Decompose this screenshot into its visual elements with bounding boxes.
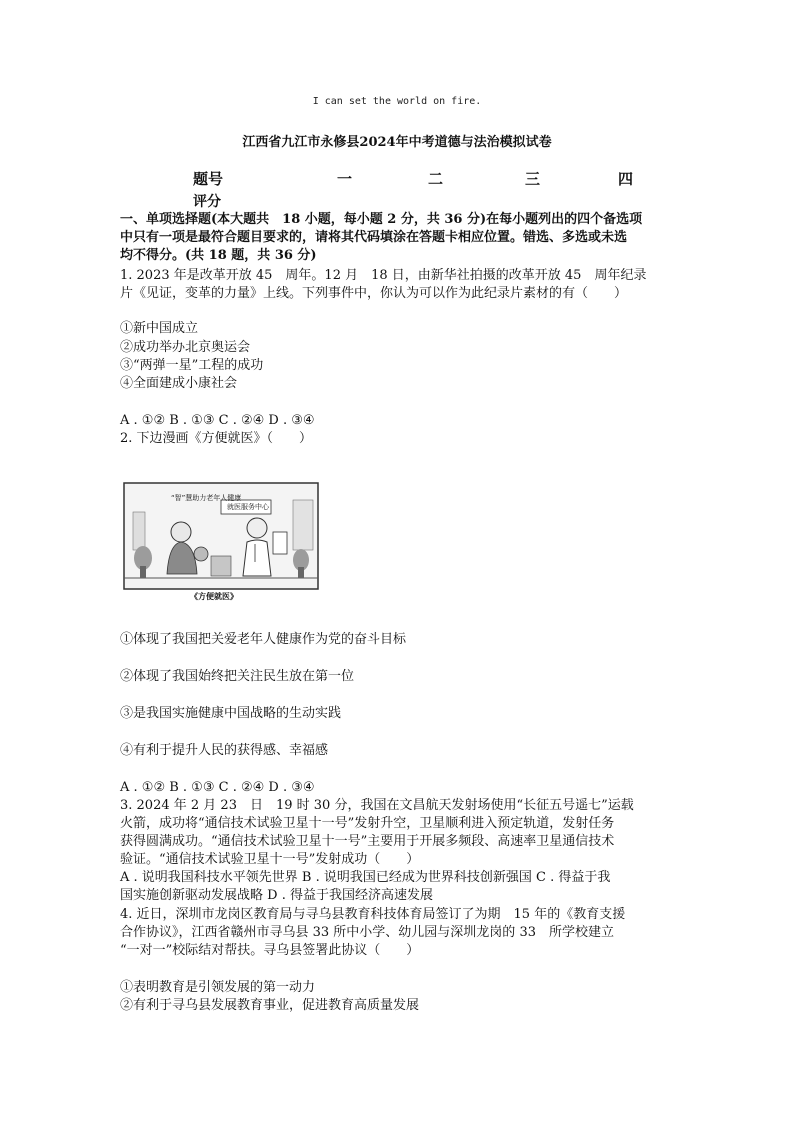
question-2-item: ①体现了我国把关爱老年人健康作为党的奋斗目标: [120, 632, 407, 647]
question-3-options: 国实施创新驱动发展战略 D . 得益于我国经济高速发展: [120, 888, 433, 903]
question-4-stem: “一对一”校际结对帮扶。寻乌县签署此协议（ ）: [120, 943, 420, 958]
question-1-item: ④全面建成小康社会: [120, 376, 238, 391]
question-4-item: ①表明教育是引领发展的第一动力: [120, 980, 316, 995]
question-3-stem: 获得圆满成功。“通信技术试验卫星十一号”主要用于开展多频段、高速率卫星通信技术: [120, 834, 615, 849]
question-4-item: ②有利于寻乌县发展教育事业，促进教育高质量发展: [120, 998, 420, 1013]
question-1-stem: 1. 2023 年是改革开放 45 周年。12 月 18 日，由新华社拍摄的改革开放 45 周年纪录: [120, 268, 647, 283]
score-column-1: 一: [337, 170, 353, 188]
question-3-options: A . 说明我国科技水平领先世界 B . 说明我国已经成为世界科技创新强国 C . 得益于我: [120, 870, 611, 885]
question-2-item: ②体现了我国始终把关注民生放在第一位: [120, 669, 355, 684]
question-3-stem: 火箭，成功将“通信技术试验卫星十一号”发射升空，卫星顺利进入预定轨道，发射任务: [120, 816, 615, 831]
question-3-stem: 3. 2024 年 2 月 23 日 19 时 30 分，我国在文昌航天发射场使用“长征五号遥七”运载: [120, 798, 634, 813]
score-column-2: 二: [428, 170, 444, 188]
question-1-options: A . ①② B . ①③ C . ②④ D . ③④: [120, 413, 315, 428]
cartoon-caption: 《方便就医》: [190, 591, 238, 601]
section-heading-line: 一、单项选择题(本大题共 18 小题，每小题 2 分，共 36 分)在每小题列出的四个备选项: [120, 212, 643, 227]
score-table-score-label: 评分: [193, 194, 221, 210]
cartoon-banner-text: “智”慧助力老年人健康: [171, 494, 242, 502]
section-heading-line: 中只有一项是最符合题目要求的，请将其代码填涂在答题卡相应位置。错选、多选或未选: [120, 230, 628, 245]
page-motto: I can set the world on fire.: [312, 96, 482, 107]
question-4-stem: 合作协议》，江西省赣州市寻乌县 33 所中小学、幼儿园与深圳龙岗的 33 所学校建立: [120, 925, 614, 940]
question-3-stem: 验证。“通信技术试验卫星十一号”发射成功（ ）: [120, 852, 420, 867]
cartoon-image: [123, 482, 319, 602]
question-4-stem: 4. 近日，深圳市龙岗区教育局与寻乌县教育科技体育局签订了为期 15 年的《教育支援: [120, 907, 626, 922]
question-2-options: A . ①② B . ①③ C . ②④ D . ③④: [120, 780, 315, 795]
exam-title: 江西省九江市永修县2024年中考道德与法治模拟试卷: [242, 135, 552, 150]
question-2-item: ④有利于提升人民的获得感、幸福感: [120, 743, 329, 758]
question-1-item: ①新中国成立: [120, 321, 199, 336]
score-table-title-label: 题号: [193, 170, 224, 188]
score-column-3: 三: [525, 170, 541, 188]
question-2-item: ③是我国实施健康中国战略的生动实践: [120, 706, 342, 721]
question-1-stem: 片《见证，变革的力量》上线。下列事件中，你认为可以作为此纪录片素材的有（ ）: [120, 286, 628, 301]
question-2-stem: 2. 下边漫画《方便就医》（ ）: [120, 431, 313, 446]
question-1-item: ②成功举办北京奥运会: [120, 340, 251, 355]
question-1-item: ③“两弹一星”工程的成功: [120, 358, 264, 373]
cartoon-sign-text: 就医服务中心: [227, 503, 269, 511]
score-column-4: 四: [618, 170, 634, 188]
section-heading-line: 均不得分。(共 18 题，共 36 分): [120, 248, 317, 263]
